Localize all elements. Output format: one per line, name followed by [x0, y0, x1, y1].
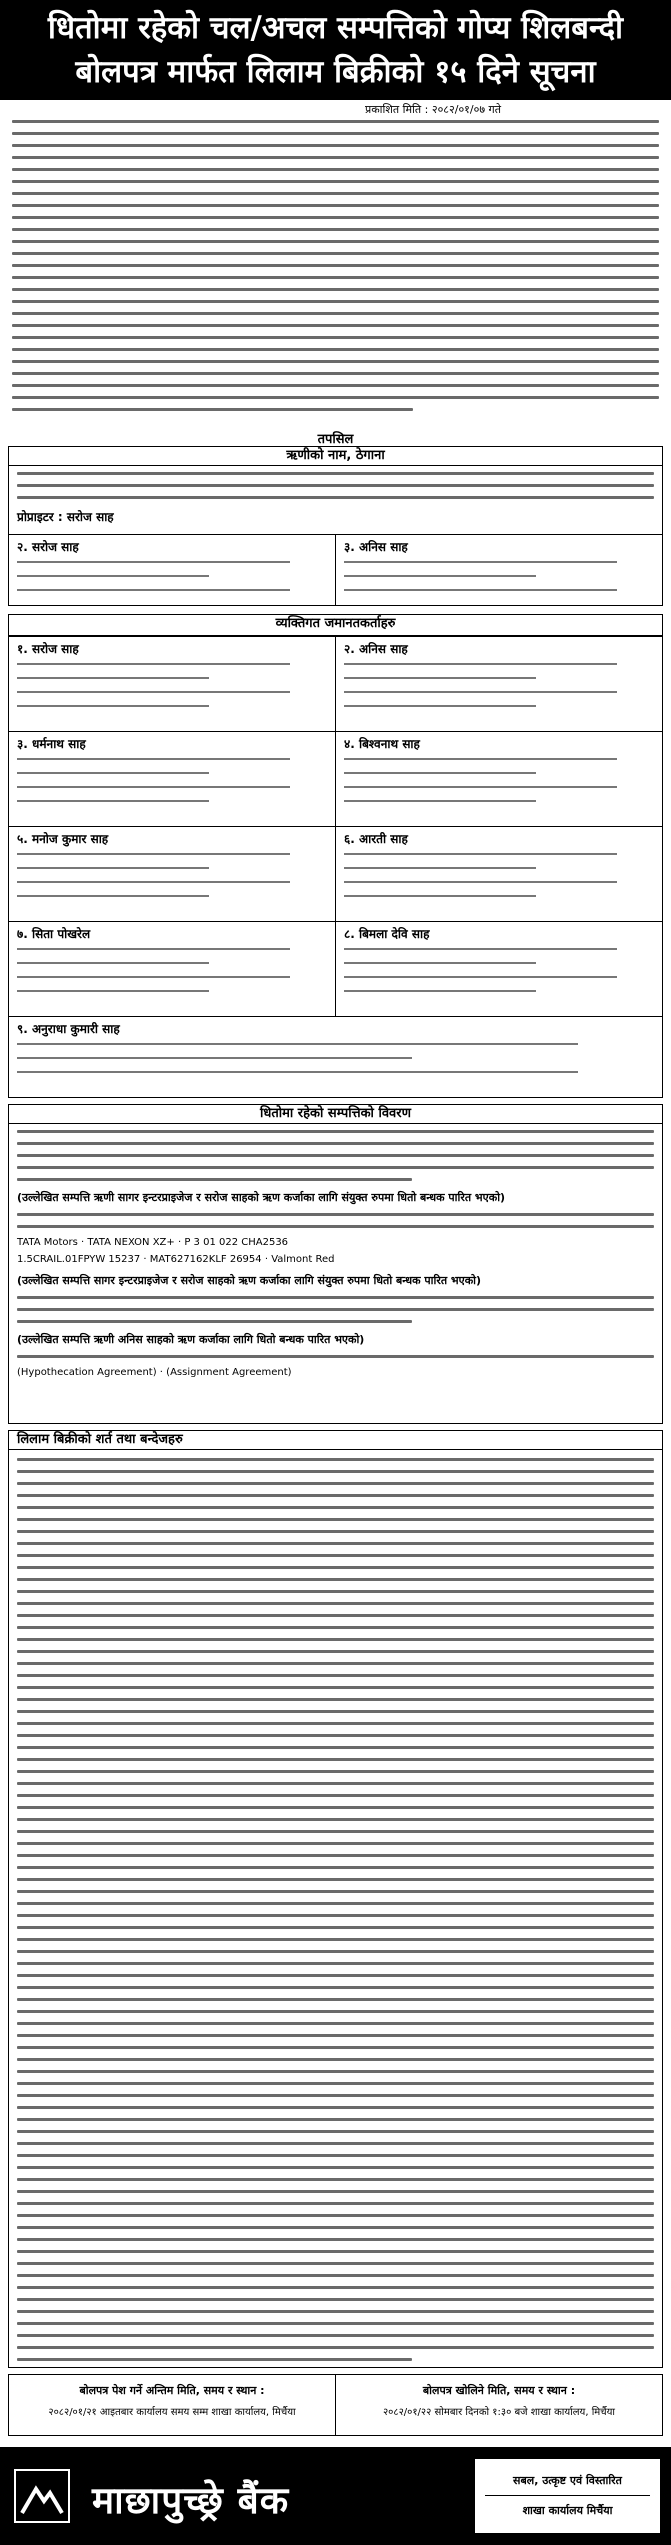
submission-deadline-value: २०८२/०१/२१ आइतबार कार्यालय समय सम्म शाखा कार्यालय, मिर्चैया: [48, 2407, 296, 2418]
notice-title-line1: धितोमा रहेको चल/अचल सम्पत्तिको गोप्य शिलबन्दी: [47, 10, 624, 46]
borrower-proprietor: प्रोप्राइटर : सरोज साह: [17, 510, 114, 524]
terms-heading: लिलाम बिक्रीको शर्त तथा बन्देजहरु: [9, 1431, 662, 1450]
vehicle-spec-line2: 1.5CRAIL.01FPYW 15237 · MAT627162KLF 26954 · Valmont Red: [17, 1254, 335, 1265]
slogan-box: [475, 2459, 660, 2533]
details-heading: तपसिल: [317, 432, 354, 447]
notice-title-band: [0, 0, 671, 100]
bid-opening-heading: बोलपत्र खोलिने मिति, समय र स्थान :: [422, 2384, 576, 2397]
guarantor-cell-2: २. अनिस साह: [335, 636, 663, 732]
bid-opening-value: २०८२/०१/२२ सोमबार दिनको १:३० बजे शाखा कार्यालय, मिर्चैया: [382, 2407, 616, 2418]
submission-deadline-heading: बोलपत्र पेश गर्ने अन्तिम मिति, समय र स्थान :: [79, 2384, 265, 2397]
collateral-section: [8, 1104, 663, 1424]
vehicle-make: TATA Motors: [17, 1237, 78, 1248]
guarantor-cell-4: ४. बिश्वनाथ साह: [335, 731, 663, 827]
vehicle-registration: P 3 01 022 CHA2536: [184, 1237, 289, 1248]
vehicle-engine: MAT627162KLF 26954: [149, 1254, 262, 1265]
terms-section: [8, 1430, 663, 2368]
collateral-heading: धितोमा रहेको सम्पत्तिको विवरण: [9, 1105, 662, 1124]
guarantor-cell-1: १. सरोज साह: [8, 636, 336, 732]
borrower-cell-2: २. सरोज साह: [8, 534, 336, 606]
guarantor-cell-9: ९. अनुराधा कुमारी साह: [8, 1016, 663, 1098]
borrower-heading: ऋणीको नाम, ठेगाना: [9, 447, 662, 466]
collateral-sub2: (उल्लेखित सम्पत्ति सागर इन्टरप्राइजेज र सरोज साहको ऋण कर्जाका लागि संयुक्त रुपमा धितो बन्धक पारित भएको): [17, 1274, 482, 1287]
notice-title-line2: बोलपत्र मार्फत लिलाम बिक्रीको १५ दिने सूचना: [75, 54, 596, 90]
branch-office: शाखा कार्यालय मिर्चैया: [522, 2504, 613, 2517]
vehicle-color: Valmont Red: [271, 1254, 335, 1265]
guarantors-heading-box: [8, 614, 663, 636]
bank-slogan: सबल, उत्कृष्ट एवं विस्तारित: [513, 2474, 622, 2487]
mountain-peak-logo-icon: [14, 2469, 70, 2523]
guarantor-cell-8: ८. बिमला देवि साह: [335, 921, 663, 1017]
hypothecation-agreement: Hypothecation Agreement: [20, 1367, 153, 1378]
vehicle-chassis: 1.5CRAIL.01FPYW 15237: [17, 1254, 141, 1265]
vehicle-spec-line1: TATA Motors · TATA NEXON XZ+ · P 3 01 022 CHA2536: [17, 1237, 289, 1248]
bid-opening-cell: [335, 2374, 663, 2436]
guarantor-cell-3: ३. धर्मनाथ साह: [8, 731, 336, 827]
vehicle-model: TATA NEXON XZ+: [87, 1237, 175, 1248]
collateral-sub1: (उल्लेखित सम्पत्ति ऋणी सागर इन्टरप्राइजेज र सरोज साहको ऋण कर्जाका लागि संयुक्त रुपमा धितो बन्धक पारित भएको): [17, 1191, 506, 1204]
bank-name: माछापुच्छ्रे बैंक: [92, 2479, 290, 2522]
bank-brand-band: [0, 2447, 671, 2545]
collateral-sub3: (उल्लेखित सम्पत्ति ऋणी अनिस साहको ऋण कर्जाका लागि धितो बन्धक पारित भएको): [17, 1333, 365, 1346]
guarantor-cell-5: ५. मनोज कुमार साह: [8, 826, 336, 922]
guarantor-cell-7: ७. सिता पोखरेल: [8, 921, 336, 1017]
agreement-names: (Hypothecation Agreement) · (Assignment Agreement): [17, 1367, 292, 1378]
submission-deadline-cell: [8, 2374, 336, 2436]
guarantor-cell-6: ६. आरती साह: [335, 826, 663, 922]
publish-date: प्रकाशित मिति : २०८२/०१/०७ गते: [364, 103, 501, 116]
guarantors-heading: व्यक्तिगत जमानतकर्ताहरु: [275, 616, 396, 631]
borrower-cell-3: ३. अनिस साह: [335, 534, 663, 606]
assignment-agreement: Assignment Agreement: [170, 1367, 288, 1378]
intro-paragraph: [12, 120, 659, 420]
